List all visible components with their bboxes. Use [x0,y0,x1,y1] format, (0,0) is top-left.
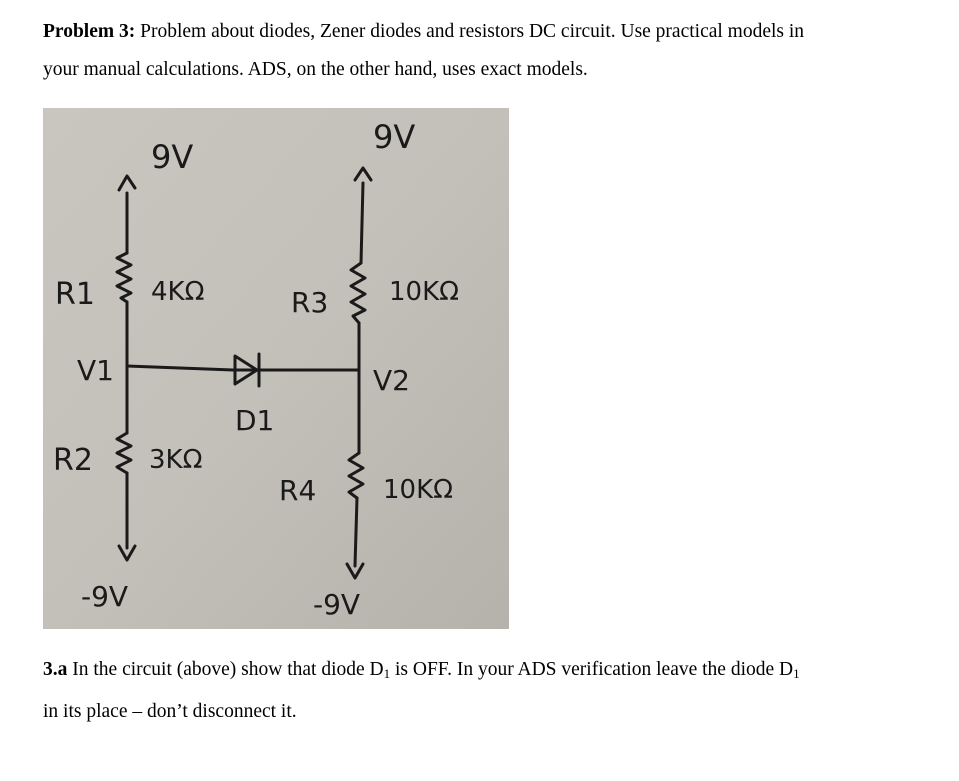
left-bottom-supply-label: -9V [81,580,129,613]
r4-value: 10KΩ [383,475,454,505]
problem-statement-line2: your manual calculations. ADS, on the other hand, uses exact models. [43,59,588,80]
r2-label: R2 [53,443,93,478]
question-subscript-2: 1 [793,666,800,681]
d1-label: D1 [235,404,275,437]
right-top-wire [361,183,363,263]
v1-label: V1 [77,354,114,387]
question-subscript-1: 1 [383,666,391,681]
right-bottom-wire [355,498,357,566]
r2-value: 3KΩ [149,445,203,475]
right-bottom-supply-label: -9V [313,588,361,621]
right-top-supply-label: 9V [373,118,416,156]
r1-label: R1 [55,277,95,312]
question-text-part1: In the circuit (above) show that diode D [67,659,384,680]
circuit-diagram [43,108,509,629]
problem-statement-line1: Problem about diodes, Zener diodes and resistors DC circuit. Use practical models in [140,21,805,42]
r1-value: 4KΩ [151,277,205,307]
r3-value: 10KΩ [389,277,460,307]
question-text-part3: in its place – don’t disconnect it. [43,701,297,722]
left-top-supply-label: 9V [151,138,194,176]
v2-label: V2 [373,364,410,397]
question-3a [43,651,923,731]
circuit-photo [43,108,509,629]
problem-heading: Problem 3: [43,21,136,42]
problem-statement [43,13,923,89]
r3-label: R3 [291,286,329,319]
r4-label: R4 [279,474,317,507]
question-number: 3.a [43,659,68,680]
question-text-part2: is OFF. In your ADS verification leave the diode D [390,659,794,680]
